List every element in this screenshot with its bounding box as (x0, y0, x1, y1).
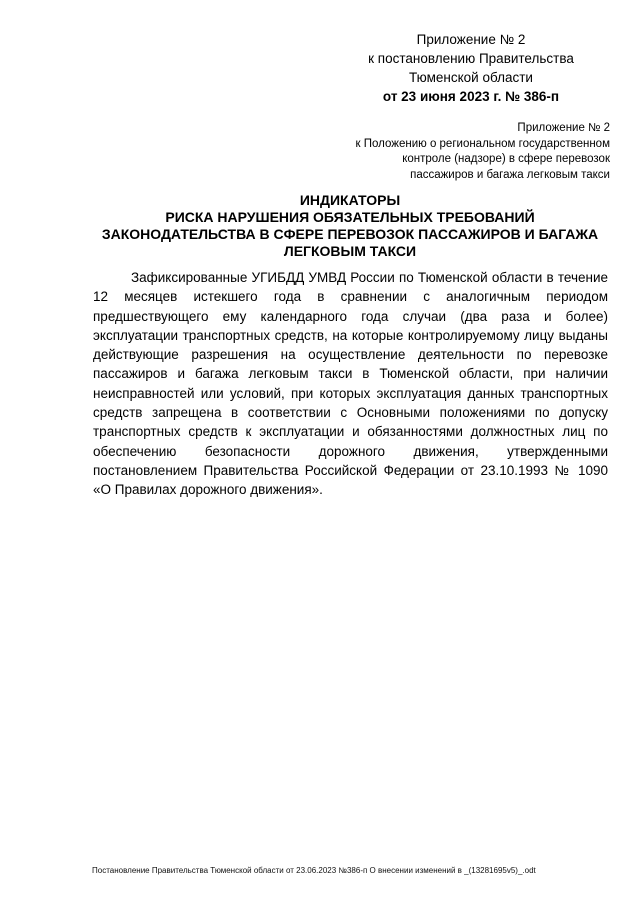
title-line1: ИНДИКАТОРЫ (299, 192, 401, 208)
appendix-main-line1: Приложение № 2 (416, 32, 526, 47)
appendix-secondary-line4: пассажиров и багажа легковым такси (410, 168, 610, 181)
body-paragraph: Зафиксированные УГИБДД УМВД России по Тюменской области в течение 12 месяцев истекшего года в сравнении с аналогичным периодом предшествующего ему календарного года случаи (два раза и более) эксплуатации транспортных средств, на которые контролируемому лицу выданы действующие разрешения на осуществление деятельности по перевозке пассажиров и багажа легковым такси в Тюменской области, при наличии неисправностей или условий, при которых эксплуатация данных транспортных средств запрещена в соответствии с Основными положениями по допуску транспортных средств к эксплуатации и обязанностями должностных лиц по обеспечению безопасности дорожного движения, утвержденными постановлением Правительства Российской Федерации от 23.10.1993 № 1090 «О Правилах дорожного движения». (93, 270, 608, 498)
appendix-secondary-line3: контроле (надзоре) в сфере перевозок (402, 153, 610, 165)
footer-filename: Постановление Правительства Тюменской области от 23.06.2023 №386-п О внесении изменений в _(13281695v5)_.odt (92, 866, 536, 875)
title-line4: ЛЕГКОВЫМ ТАКСИ (283, 243, 417, 259)
appendix-main-line2: к постановлению Правительства (368, 51, 574, 66)
appendix-secondary-line2: к Положению о региональном государственном (355, 137, 610, 150)
appendix-main-line3: Тюменской области (409, 70, 533, 85)
appendix-secondary-line1: Приложение № 2 (517, 122, 610, 134)
document-title (80, 192, 620, 260)
title-line2: РИСКА НАРУШЕНИЯ ОБЯЗАТЕЛЬНЫХ ТРЕБОВАНИЙ (165, 209, 535, 225)
appendix-main-block (356, 30, 586, 106)
title-line3: ЗАКОНОДАТЕЛЬСТВА В СФЕРЕ ПЕРЕВОЗОК ПАССАЖИРОВ И БАГАЖА (101, 226, 599, 242)
appendix-main-date: от 23 июня 2023 г. № 386-п (382, 89, 560, 104)
appendix-secondary-block (320, 121, 610, 183)
